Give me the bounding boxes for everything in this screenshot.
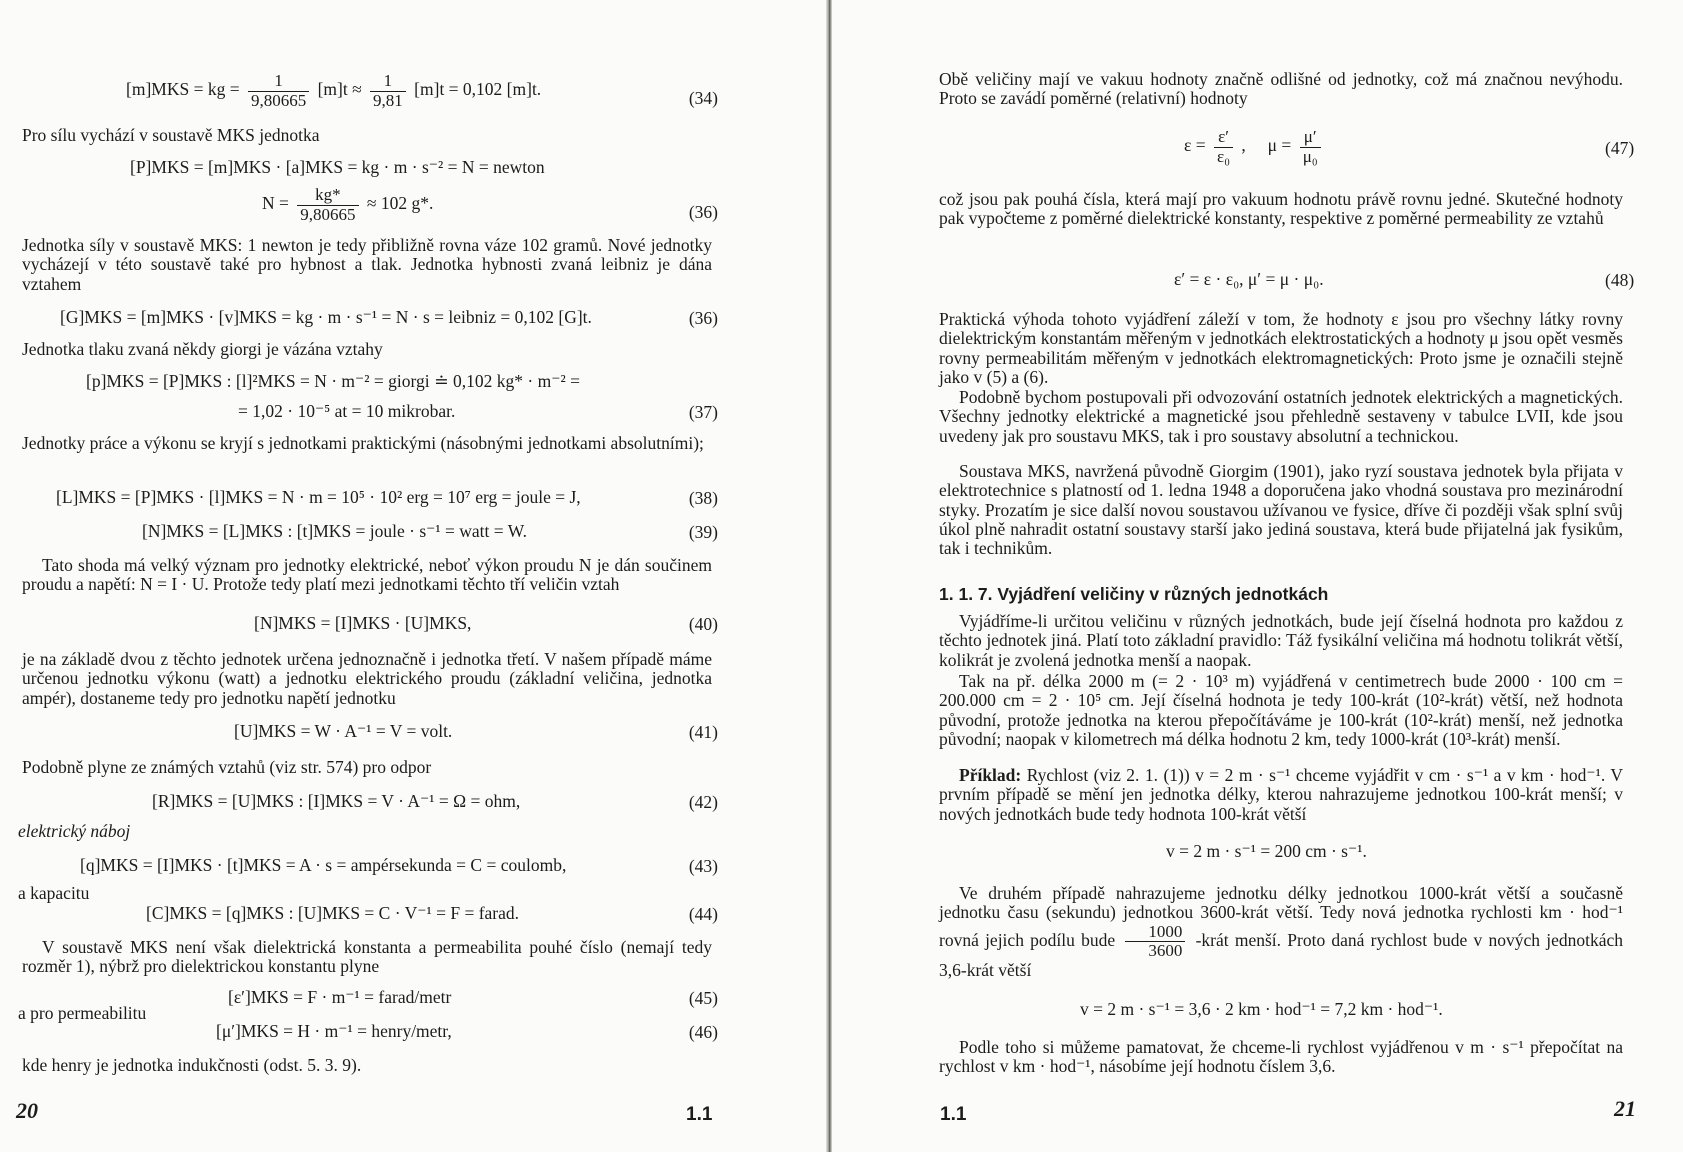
page-number: 20 <box>16 1098 38 1123</box>
equation-number: (46) <box>688 1022 718 1042</box>
equation-number: (39) <box>688 522 718 542</box>
equation-40: [N]MKS = [I]MKS · [U]MKS, <box>254 613 472 633</box>
paragraph: Ve druhém případě nahrazujeme jednotku délky jednotkou 1000-krát větší a současně jednotku času (sekundu) jednotkou 3600-krát větší. Tedy nová jednotka rychlosti km · hod⁻¹ rovná jejich podílu bude $\frac{1000}{3600}$ -krát menší. Proto daná rychlost bude v nových jednotkách 3,6-krát větší <box>939 883 1624 980</box>
paragraph: Obě veličiny mají ve vakuu hodnoty značně odlišné od jednotky, což má značnou nevýhodu. Proto se zavádí poměrné (relativní) hodnoty <box>939 69 1623 109</box>
paragraph: Jednotka síly v soustavě MKS: 1 newton je tedy přibližně rovna váze 102 gramů. Nové jednotky vycházejí v této soustavě také pro hybnost a tlak. Jednotka hybnosti zvaná leibniz je dána vztahem <box>22 235 712 294</box>
equation-number: (47) <box>1605 138 1635 158</box>
equation-41: [U]MKS = W · A⁻¹ = V = volt. <box>234 721 453 741</box>
equation-37a: [p]MKS = [P]MKS : [l]²MKS = N · m⁻² = giorgi ≐ 0,102 kg* · m⁻² = <box>86 371 580 391</box>
paragraph: Podobně plyne ze známých vztahů (viz str. 574) pro odpor <box>22 757 432 777</box>
page-number: 21 <box>1614 1096 1636 1121</box>
equation-number: (34) <box>688 88 718 108</box>
equation-number: (45) <box>688 988 718 1008</box>
paragraph: Jednotky práce a výkonu se kryjí s jednotkami praktickými (násobnými jednotkami absolutními); <box>22 433 704 453</box>
section-mark: 1.1 <box>686 1104 713 1125</box>
paragraph: Podle toho si můžeme pamatovat, že chceme-li rychlost vyjádřenou v m · s⁻¹ přepočítat na rychlost v km · hod⁻¹, násobíme její hodnotu číslem 3,6. <box>939 1037 1623 1077</box>
paragraph: Soustava MKS, navržená původně Giorgim (1901), jako ryzí soustava jednotek byla přijata v elektrotechnice s platností od 1. ledna 1948 a doporučena jako vhodná soustava pro mezinárodní styky. Prozatím je sice další novou soustavou užívanou ve fysice, dříve či později však splní svůj úkol plně nahradit ostatní soustavy starší jako jediná soustava, která bude přijatelná jak fysikům, tak i technikům. <box>939 461 1623 558</box>
equation-v1: v = 2 m · s⁻¹ = 200 cm · s⁻¹. <box>1166 841 1367 861</box>
equation-number: (48) <box>1605 270 1635 290</box>
paragraph: kde henry je jednotka indukčnosti (odst. 5. 3. 9). <box>22 1055 362 1075</box>
paragraph: což jsou pak pouhá čísla, která mají pro vakuum hodnotu právě rovnu jedné. Skutečné hodnoty pak vypočteme z poměrné dielektrické konstanty, respektive z poměrné permeability ze vztahů <box>939 189 1623 229</box>
example-paragraph: Příklad: Rychlost (viz 2. 1. (1)) v = 2 m · s⁻¹ chceme vyjádřit v cm · s⁻¹ a v km · hod⁻¹. V prvním případě se mění jen jednotka délky, kterou nahrazujeme jednotkou 100-krát menší; v nových jednotkách bude tedy hodnota 100-krát větší <box>939 765 1623 824</box>
equation-34: [m]MKS = kg = $\frac{1}{9,80665}$ [m]t ≈ $\frac{1}{9,81}$ [m]t = 0,102 [m]t. <box>126 71 542 110</box>
equation-42: [R]MKS = [U]MKS : [I]MKS = V · A⁻¹ = Ω = ohm, <box>152 791 521 811</box>
paragraph: Jednotka tlaku zvaná někdy giorgi je vázána vztahy <box>22 339 383 359</box>
label: a kapacitu <box>18 883 90 903</box>
equation-35b: N = $\frac{kg*}{9,80665}$ ≈ 102 g*. <box>262 185 434 224</box>
equation-39: [N]MKS = [L]MKS : [t]MKS = joule · s⁻¹ = watt = W. <box>142 521 527 541</box>
equation-45: [ε′]MKS = F · m⁻¹ = farad/metr <box>228 987 452 1007</box>
equation-number: (36) <box>688 202 718 222</box>
example-label: Příklad: <box>959 765 1022 785</box>
label: a pro permeabilitu <box>18 1003 147 1023</box>
left-page <box>0 0 828 1152</box>
right-page <box>832 0 1683 1152</box>
paragraph: Praktická výhoda tohoto vyjádření záleží v tom, že hodnoty ε jsou pro všechny látky rovny dielektrickým konstantám měřeným v jednotkách elektrostatických a hodnoty μ jsou opět vesměs rovny permeabilitám měřeným v jednotkách elektromagnetických: Proto jsme je označili stejně jako v (5) a (6). <box>939 309 1623 387</box>
equation-number: (41) <box>688 722 718 742</box>
equation-number: (42) <box>688 792 718 812</box>
equation-v2: v = 2 m · s⁻¹ = 3,6 · 2 km · hod⁻¹ = 7,2 km · hod⁻¹. <box>1080 999 1443 1019</box>
equation-number: (44) <box>688 904 718 924</box>
paragraph: Tato shoda má velký význam pro jednotky elektrické, neboť výkon proudu N je dán součinem proudu a napětí: N = I · U. Protože tedy platí mezi jednotkami těchto tří veličin vztah <box>22 555 712 595</box>
equation-46: [μ′]MKS = H · m⁻¹ = henry/metr, <box>216 1021 452 1041</box>
paragraph: Vyjádříme-li určitou veličinu v různých jednotkách, bude její číselná hodnota pro každou z těchto jednotek jiná. Platí toto základní pravidlo: Táž fysikální veličina má hodnotu tolikrát větší, kolikrát je zvolená jednotka menší a naopak. <box>939 611 1623 670</box>
paragraph: V soustavě MKS není však dielektrická konstanta a permeabilita pouhé číslo (nemají tedy rozměr 1), nýbrž pro dielektrickou konstantu plyne <box>22 937 712 977</box>
paragraph: je na základě dvou z těchto jednotek určena jednoznačně i jednotka třetí. V našem případě máme určenou jednotku výkonu (watt) a jednotku elektrického proudu (základní veličina, jednotka ampér), dostaneme tedy pro jednotku napětí jednotku <box>22 649 712 708</box>
equation-36: [G]MKS = [m]MKS · [v]MKS = kg · m · s⁻¹ = N · s = leibniz = 0,102 [G]t. <box>60 307 592 327</box>
equation-number: (36) <box>688 308 718 328</box>
equation-48: ε′ = ε · ε₀, μ′ = μ · μ₀. <box>1174 269 1324 289</box>
equation-number: (43) <box>688 856 718 876</box>
equation-number: (37) <box>688 402 718 422</box>
section-mark: 1.1 <box>940 1104 967 1125</box>
equation-38: [L]MKS = [P]MKS · [l]MKS = N · m = 10⁵ · 10² erg = 10⁷ erg = joule = J, <box>56 487 581 507</box>
equation-number: (40) <box>688 614 718 634</box>
equation-35a: [P]MKS = [m]MKS · [a]MKS = kg · m · s⁻² = N = newton <box>130 157 545 177</box>
label: elektrický náboj <box>18 821 131 841</box>
section-heading: 1. 1. 7. Vyjádření veličiny v různých jednotkách <box>939 584 1329 604</box>
equation-43: [q]MKS = [I]MKS · [t]MKS = A · s = ampérsekunda = C = coulomb, <box>80 855 567 875</box>
paragraph: Podobně bychom postupovali při odvozování ostatních jednotek elektrických a magnetických. Všechny jednotky elektrické a magnetické jsou přehledně sestaveny v tabulce LVII, kde jsou uvedeny jak pro soustavu MKS, tak i pro soustavy absolutní a technickou. <box>939 387 1623 446</box>
equation-47: ε = $\frac{\varepsilon'}{\text{ε₀}}$ , μ = $\frac{\mu'}{\text{μ₀}}$ <box>1184 128 1325 166</box>
equation-number: (38) <box>688 488 718 508</box>
equation-44: [C]MKS = [q]MKS : [U]MKS = C · V⁻¹ = F = farad. <box>146 903 520 923</box>
paragraph: Tak na př. délka 2000 m (= 2 · 10³ m) vyjádřená v centimetrech bude 2000 · 100 cm = 200.000 cm = 2 · 10⁵ cm. Její číselná hodnota je tedy 100-krát (10²-krát) větší, než hodnota původní, protože jednotka na kterou přepočítáváme je 100-krát (10²-krát) menší, než jednotka původní; naopak v kilometrech má délka hodnotu 2 km, tedy 1000-krát (10³-krát) menší. <box>939 671 1623 749</box>
equation-37b: = 1,02 · 10⁻⁵ at = 10 mikrobar. <box>238 401 456 421</box>
paragraph: Pro sílu vychází v soustavě MKS jednotka <box>22 125 320 145</box>
